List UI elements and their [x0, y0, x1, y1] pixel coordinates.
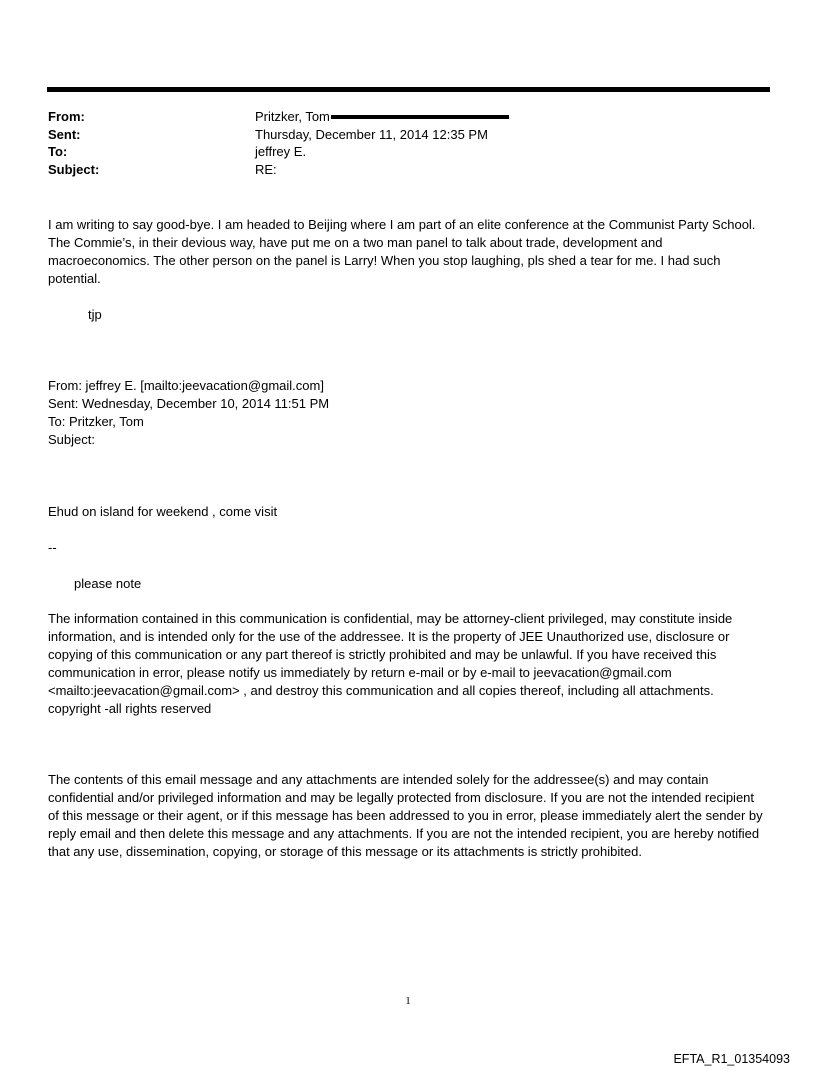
- sent-row: [48, 126, 748, 144]
- original-to: To: Pritzker, Tom: [48, 414, 144, 429]
- subject-value: RE:: [255, 161, 277, 177]
- note-heading: [74, 575, 274, 593]
- redaction-bar: [331, 115, 509, 119]
- original-message: [48, 503, 766, 521]
- note-heading-text: please note: [74, 576, 142, 591]
- reply-paragraph: I am writing to say good-bye. I am headed to Beijing where I am part of an elite conference at the Communist Party School. The Commie’s, in their devious way, have put me on a two man panel to talk about trade, development and macroeconomics. The other person on the panel is Larry! When you stop laughing, pls shed a tear for me. I had such potential.: [48, 217, 756, 286]
- separator-text: --: [48, 540, 57, 555]
- subject-label: Subject:: [48, 161, 100, 177]
- footer-disclaimer-text: The contents of this email message and any attachments are intended solely for the addressee(s) and may contain confidential and/or privileged information and may be legally protected from disclosure. If you are not the intended recipient of this message or their agent, or if this message has been addressed to you in error, please immediately alert the sender by reply email and then delete this message and any attachments. If you are not the intended recipient, you are hereby notified that any use, dissemination, copying, or storage of this message or its attachments is strictly prohibited.: [48, 772, 763, 859]
- message-text: Ehud on island for weekend , come visit: [48, 504, 278, 519]
- original-sent: Sent: Wednesday, December 10, 2014 11:51 PM: [48, 396, 330, 411]
- reply-signature: [88, 306, 188, 324]
- confidentiality-text: The information contained in this communication is confidential, may be attorney-client privileged, may constitute inside information, and is intended only for the use of the addressee. It is the property of JEE Unauthorized use, disclosure or copying of this communication or any part thereof is strictly prohibited and may be unlawful. If you have received this communication in error, please notify us immediately by return e-mail or by e-mail to jeevacation@gmail.com <mailto:jeevacation@gmail.com> , and destroy this communication and all copies thereof, including all attachments. copyright -all rights reserved: [48, 611, 733, 716]
- to-label: To:: [48, 144, 68, 159]
- from-name: Pritzker, Tom: [255, 109, 330, 124]
- page-number: 1: [405, 995, 411, 1007]
- signature-separator: [48, 539, 766, 557]
- bates-number: EFTA_R1_01354093: [673, 1052, 790, 1066]
- original-from: From: jeffrey E. [mailto:jeevacation@gmail.com]: [48, 378, 324, 393]
- to-value: jeffrey E.: [255, 144, 307, 159]
- footer-disclaimer: [48, 771, 766, 861]
- reply-body: [48, 216, 766, 288]
- to-row: [48, 143, 748, 161]
- header-rule: [47, 87, 770, 92]
- sent-value: Thursday, December 11, 2014 12:35 PM: [255, 126, 488, 142]
- original-subject: Subject:: [48, 432, 95, 447]
- confidentiality-notice: [48, 610, 766, 718]
- subject-row: [48, 161, 748, 179]
- original-header: [48, 377, 766, 449]
- from-row: [48, 108, 748, 126]
- signature-text: tjp: [88, 307, 102, 322]
- from-value: [255, 108, 748, 126]
- email-header: [48, 108, 748, 178]
- sent-label: Sent:: [48, 126, 81, 142]
- from-label: From:: [48, 109, 85, 124]
